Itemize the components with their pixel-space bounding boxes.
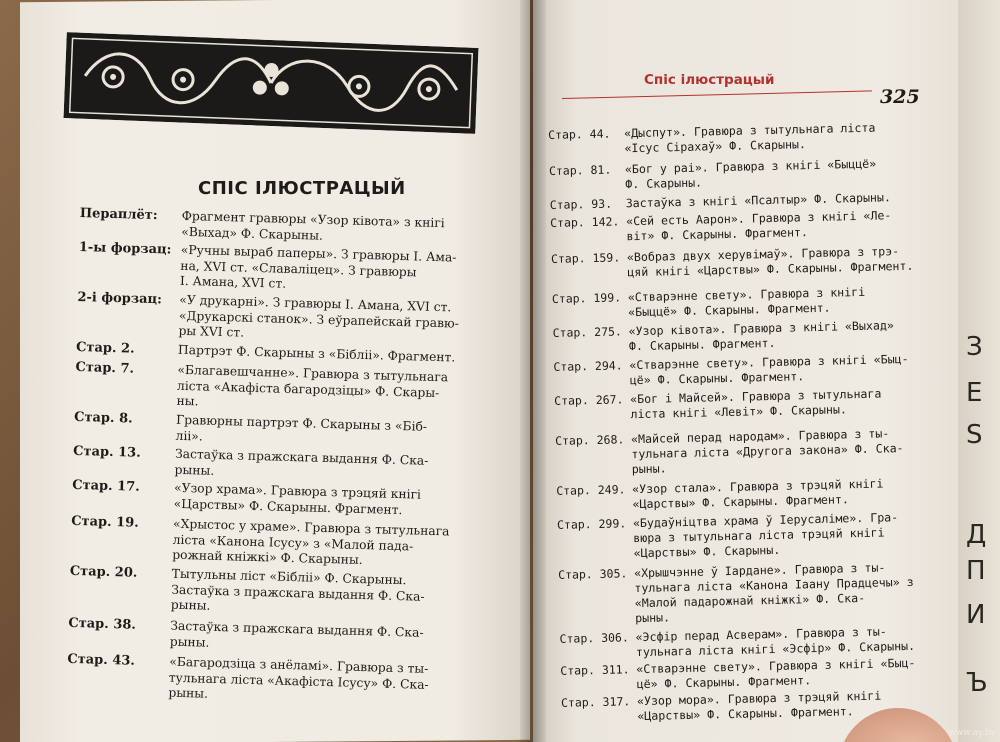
left-page-title: СПІС ІЛЮСТРАЦЫЙ (198, 178, 406, 199)
entry-ref: Стар. 317. (560, 694, 631, 710)
entry-text: «Багародзіца з анёламі». Гравюра з ты- тульнага ліста «Акафіста Ісусу» Ф. Ска- рыны. (168, 654, 429, 701)
entry-text: «Стварэнне свету». Гравюра з кнігі «Быц- цё» Ф. Скарыны. Фрагмент. (636, 655, 916, 692)
adjacent-page-edge (958, 0, 1000, 742)
entry-ref: Стар. 44. (548, 126, 611, 142)
adjacent-page-glyph: Ѕ (966, 420, 983, 450)
running-header (562, 68, 920, 108)
entry-ref: Стар. 43. (67, 651, 136, 669)
entry-text: «Узор ківота». Гравюра з кнігі «Выхад» Ф. Скарыны. Фрагмент. (628, 318, 894, 354)
entry-text: «Бог у раі». Гравюра з кнігі «Быццё» Ф. Скарыны. (624, 156, 877, 192)
entry-ref: Стар. 267. (554, 392, 624, 408)
entry-ref: Стар. 275. (552, 324, 623, 340)
watermark: www.ay.by (948, 728, 996, 738)
entry-ref: Стар. 17. (71, 477, 140, 495)
entry-text: «Узор мора». Гравюра з трэцяй кнігі «Царствы» Ф. Скарыны. Фрагмент. (636, 688, 882, 724)
entry-ref: Стар. 20. (69, 563, 138, 581)
entry-text: Гравюрны партрэт Ф. Скарыны з «Біб- ліі». (175, 412, 428, 444)
entry-text: Фрагмент гравюры «Узор ківота» з кнігі «Выхад» Ф. Скарыны. (181, 208, 445, 243)
entry-text: «Дыспут». Гравюра з тытульнага ліста «Ісус Сірахаў» Ф. Скарыны. (623, 120, 876, 156)
entry-text: «Хрышчэнне ў Іардане». Гравюра з ты- тульнага ліста «Канона Іаану Прадцечы» з «Малой падарожнай кніжкі» Ф. Ска- рыны. (633, 560, 914, 626)
entry-text: «Сей есть Аарон». Гравюра з кнігі «Ле- віт» Ф. Скарыны. Фрагмент. (625, 208, 892, 244)
entry-text: «Бог і Майсей». Гравюра з тытульнага ліста кнігі «Левіт» Ф. Скарыны. (630, 386, 882, 422)
entry-ref: Стар. 199. (551, 290, 622, 306)
entry-ref: Стар. 305. (557, 566, 628, 582)
entry-ref: Стар. 38. (68, 615, 137, 633)
entry-ref: Стар. 19. (70, 513, 139, 531)
adjacent-page-glyph: П (966, 556, 986, 586)
entry-ref: Стар. 306. (559, 630, 629, 646)
adjacent-page-glyph: И (966, 600, 986, 630)
entry-text: «Эсфір перад Асверам». Гравюра з ты- тульнага ліста кнігі «Эсфір» Ф. Скарыны. (635, 624, 916, 660)
entry-text: «Ручны выраб паперы». З гравюры І. Ама- на, XVI ст. «Славаліцец». З гравюры І. Амана, XVI ст. (179, 242, 457, 291)
entry-text: Застаўка з пражскага выдання Ф. Ска- рыны. (174, 446, 429, 478)
entry-ref: Пераплёт: (79, 206, 158, 224)
entry-ref: Стар. 294. (553, 358, 623, 374)
entry-ref: Стар. 268. (554, 432, 625, 448)
adjacent-page-glyph: Д (966, 520, 987, 550)
entry-text: Застаўка з пражскага выдання Ф. Ска- рыны. (169, 618, 424, 650)
entry-ref: Стар. 13. (72, 443, 141, 461)
entry-text: «Хрыстос у храме». Гравюра з тытульнага ліста «Канона Ісусу» з «Малой пада- рожнай кніжкі» Ф. Скарыны. (172, 516, 450, 568)
entry-ref: 2-і форзац: (77, 289, 163, 308)
entry-text: «Вобраз двух херувімаў». Гравюра з трэ- цяй кнігі «Царствы» Ф. Скарыны. Фрагмент. (626, 244, 914, 280)
entry-text: «Будаўніцтва храма ў Іерусаліме». Гра- вюра з тытульнага ліста трэцяй кнігі «Царствы» Ф. Скарыны. (632, 510, 899, 561)
entry-text: Партрэт Ф. Скарыны з «Бібліі». Фрагмент. (177, 342, 456, 365)
entry-text: «Благавешчанне». Гравюра з тытульнага ліста «Акафіста багародзіцы» Ф. Скары- ны. (176, 362, 449, 409)
entry-text: «Узор храма». Гравюра з трэцяй кнігі «Царствы» Ф. Скарыны. Фрагмент. (173, 480, 422, 517)
entry-text: Застаўка з кнігі «Псалтыр» Ф. Скарыны. (625, 190, 892, 211)
entry-ref: Стар. 7. (75, 359, 135, 377)
entry-ref: Стар. 299. (556, 516, 627, 532)
book-spine-shadow (520, 0, 546, 742)
entry-text: Тытульны ліст «Бібліі» Ф. Скарыны. Застаўка з пражскага выдання Ф. Ска- рыны. (170, 566, 425, 613)
adjacent-page-glyph: Ъ (966, 668, 988, 698)
entry-ref: Стар. 249. (556, 482, 626, 498)
running-title: Спіс ілюстрацый (644, 72, 775, 88)
entry-ref: Стар. 2. (75, 339, 135, 357)
entry-ref: Стар. 93. (549, 196, 613, 212)
entry-text: «Стварэнне свету». Гравюра з кнігі «Быццё» Ф. Скарыны. Фрагмент. (627, 284, 866, 320)
entry-ref: Стар. 311. (560, 662, 630, 678)
entry-text: «Узор стала». Гравюра з трэцяй кнігі «Царствы» Ф. Скарыны. Фрагмент. (632, 476, 884, 512)
entry-text: «Стварэнне свету». Гравюра з кнігі «Быц- цё» Ф. Скарыны. Фрагмент. (629, 351, 909, 388)
entry-ref: Стар. 81. (548, 162, 612, 178)
entry-text: «Майсей перад народам». Гравюра з ты- тульнага ліста «Другога закона» Ф. Ска- рыны. (630, 426, 904, 477)
entry-text: «У друкарні». З гравюры І. Амана, XVI ст. «Друкарскі станок». З еўрапейскай гравю- ры XVI ст. (178, 292, 460, 340)
entry-ref: Стар. 142. (549, 214, 620, 230)
entry-ref: Стар. 8. (73, 409, 133, 427)
page-number: 325 (880, 86, 920, 108)
adjacent-page-glyph: Е (966, 378, 983, 408)
ornamental-headpiece (64, 32, 479, 134)
adjacent-page-glyph: З (966, 332, 983, 362)
entry-ref: 1-ы форзац: (78, 239, 172, 258)
entry-ref: Стар. 159. (550, 250, 621, 266)
header-rule (562, 90, 872, 99)
